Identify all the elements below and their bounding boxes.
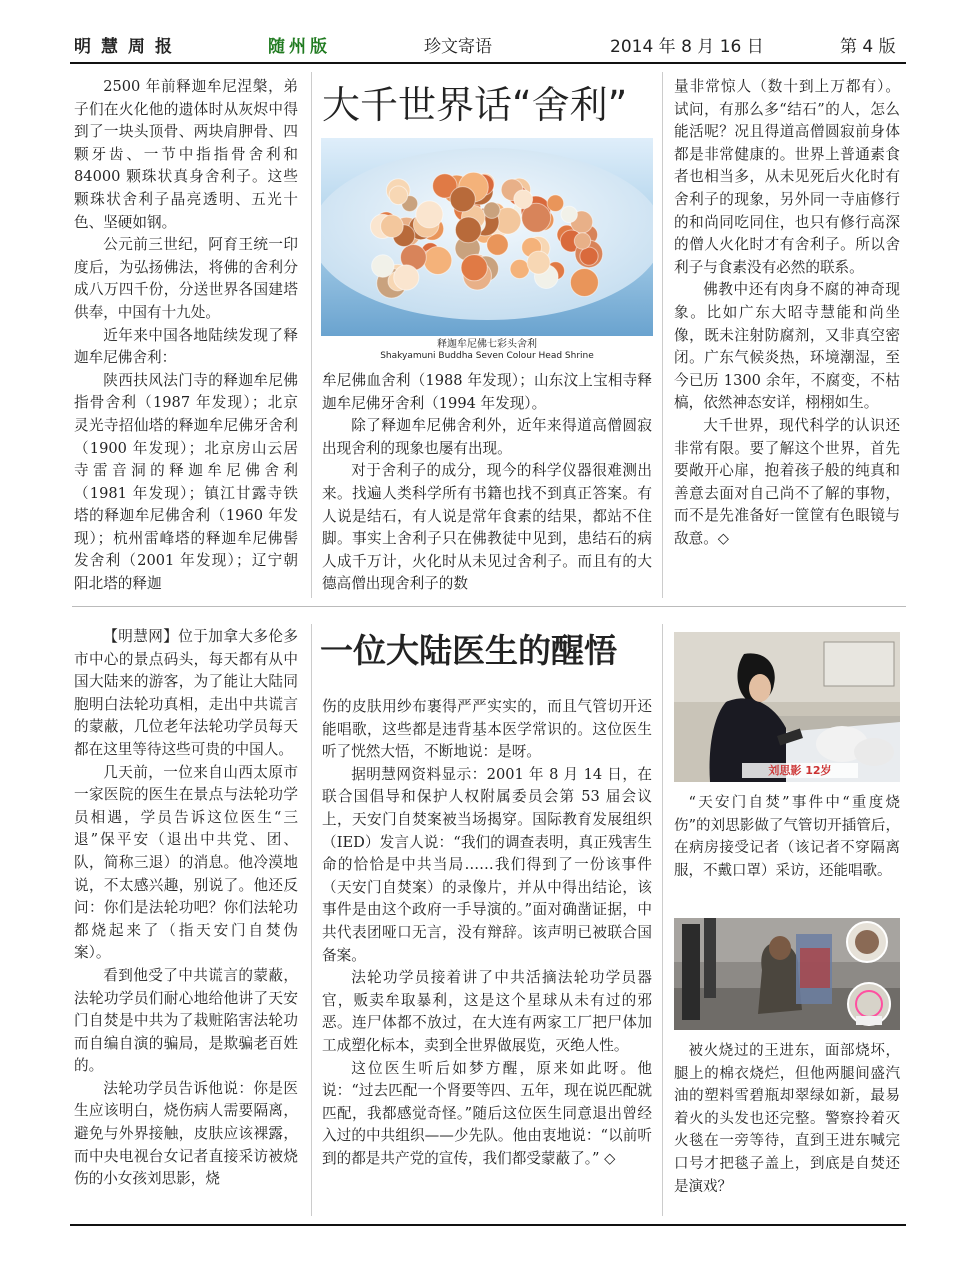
hospital-photo-caption (674, 792, 900, 882)
paragraph: 佛教中还有肉身不腐的神奇现象。比如广东大昭寺慧能和尚坐像，既未注射防腐剂，又非真空密闭。广东气候炎热，环境潮湿，至今已历 1300 余年，不腐变，不枯槁，依然神态安详，栩栩如生。 (674, 281, 900, 412)
masthead (72, 34, 906, 60)
relic-bead (389, 186, 408, 205)
paragraph: 陕西扶风法门寺的释迦牟尼佛指骨舍利（1987 年发现）；北京灵光寺招仙塔的释迦牟尼佛牙舍利（1900 年发现）；北京房山云居寺雷音洞的释迦牟尼佛舍利（1981 年发现）；镇江甘露寺铁塔的释迦牟尼佛舍利（1960 年发现）；杭州雷峰塔的释迦牟尼佛髻发舍利（2001 年发现）；辽宁朝阳北塔的释迦 (74, 371, 298, 593)
relic-bead (381, 215, 404, 238)
tiananmen-scene-photo (674, 918, 900, 1030)
article2-title: 一位大陆医生的醒悟 (320, 631, 617, 670)
issue-date: 2014 年 8 月 16 日 (610, 37, 764, 57)
relic-bead (484, 202, 500, 218)
photo-caption-cn: 释迦牟尼佛七彩头舍利 (437, 339, 537, 350)
relic-beads-image (321, 138, 653, 336)
article2-column-1 (74, 626, 298, 1191)
relic-bead (547, 195, 564, 212)
edition-name: 随州版 (268, 37, 331, 57)
paragraph: 【明慧网】位于加拿大多伦多市中心的景点码头，每天都有从中国大陆来的游客，为了能让大陆同胞明白法轮功真相，走出中共谎言的蒙蔽，几位老年法轮功学员每天都在这里等待这些可贵的中国人。 (74, 628, 298, 758)
hospital-interview-photo (674, 632, 900, 782)
relic-beads-photo (321, 138, 653, 336)
victim-name-badge: 刘思影 12岁 (742, 763, 858, 778)
relic-bead (394, 265, 419, 290)
paragraph: 伤的皮肤用纱布裹得严严实实的，而且气管切开还能唱歌，这些都是违背基本医学常识的。这位医生听了恍然大悟，不断地说：是呀。 (322, 698, 652, 761)
paragraph: 大千世界，现代科学的认识还非常有限。要了解这个世界，首先要敞开心扉，抱着孩子般的纯真和善意去面对自己尚不了解的事物，而不是先准备好一筐筐有色眼镜与敌意。◇ (674, 416, 900, 547)
relic-bead (527, 251, 550, 274)
footer-rule (70, 1224, 906, 1226)
photo-caption-en: Shakyamuni Buddha Seven Colour Head Shrine (380, 351, 594, 361)
caption-text: 被火烧过的王进东，面部烧坏，腿上的棉衣烧烂，但他两腿间盛汽油的塑料雪碧瓶却翠绿如新，最易着火的头发也还完整。警察拎着灭火毯在一旁等待，直到王进东喊完口号才把毯子盖上，到底是自焚还是演戏？ (674, 1043, 900, 1195)
article1-title: 大千世界话“舍利” (322, 83, 628, 127)
relic-bead (461, 255, 487, 281)
section-name: 珍文寄语 (424, 37, 492, 57)
column-divider (662, 624, 663, 1216)
paper-name: 明慧周报 (74, 37, 182, 57)
paragraph: 几天前，一位来自山西太原市一家医院的医生在景点与法轮功学员相遇，学员告诉这位医生“三退”保平安（退出中共党、团、队，简称三退）的消息。他冷漠地说，不太感兴趣，别说了。他还反问：你们是法轮功吧？你们法轮功都烧起来了（指天安门自焚伪案）。 (74, 763, 298, 962)
paragraph: 量非常惊人（数十到上万都有）。试问，有那么多“结石”的人，怎么能活呢？况且得道高僧圆寂前身体都是非常健康的。世界上普通素食者也相当多，从未见死后火化时有舍利子的现象，另外同一寺庙修行的和尚同吃同住，也只有修行高深的僧人火化时才有舍利子。所以舍利子与食素没有必然的联系。 (674, 78, 900, 276)
paragraph: 除了释迦牟尼佛舍利外，近年来得道高僧圆寂出现舍利的现象也屡有出现。 (322, 417, 652, 457)
article2-column-2 (322, 696, 652, 1170)
paragraph: 法轮功学员告诉他说：你是医生应该明白，烧伤病人需要隔离，避免与外界接触，皮肤应该裸露，而中央电视台女记者直接采访被烧伤的小女孩刘思影，烧 (74, 1079, 298, 1188)
relic-bead (487, 234, 508, 255)
header-rule (70, 62, 906, 64)
column-divider (311, 72, 312, 598)
paragraph: 法轮功学员接着讲了中共活摘法轮功学员器官，贩卖牟取暴利，这是这个星球从未有过的邪恶。连尸体都不放过，在大连有两家工厂把尸体加工成塑化标本，卖到全世界做展览，灭绝人性。 (322, 969, 652, 1054)
relic-bead (510, 259, 529, 278)
relic-bead (455, 217, 481, 243)
paragraph: 据明慧网资料显示：2001 年 8 月 14 日，在联合国倡导和保护人权附属委员会第 53 届会议上，天安门自焚案被当场揭穿。国际教育发展组织（IED）发言人说：“我们的调查表明，真正残害生命的恰恰是中共当局……我们得到了一份该事件（天安门自焚案）的录像片，并从中得出结论，该事件是由这个政府一手导演的。”面对确凿证据，中共代表团哑口无言，没有辩辞。该声明已被联合国备案。 (322, 765, 652, 964)
relic-bead (416, 201, 443, 228)
caption-text: “天安门自焚”事件中“重度烧伤”的刘思影做了气管切开插管后，在病房接受记者（该记者不穿隔离服，不戴口罩）采访，还能唱歌。 (674, 795, 900, 879)
article-divider (72, 606, 906, 607)
paragraph: 近年来中国各地陆续发现了释迦牟尼佛舍利： (74, 326, 298, 367)
column-divider (662, 72, 663, 598)
tiananmen-scene-image (674, 918, 900, 1030)
article1-column-1 (74, 76, 298, 596)
article1-column-3 (674, 76, 900, 550)
paragraph: 对于舍利子的成分，现今的科学仪器很难测出来。找遍人类科学所有书籍也找不到真正答案。有人说是结石，有人说是常年食素的结果，都站不住脚。事实上舍利子只在佛教徒中见到，患结石的病人成千万计，火化时从未见过舍利子。而且有的大德高僧出现舍利子的数 (322, 462, 652, 593)
paragraph: 2500 年前释迦牟尼涅槃，弟子们在火化他的遗体时从灰烬中得到了一块头顶骨、两块肩胛骨、四颗牙齿、一节中指指骨舍利和 84000 颗珠状真身舍利子。这些颗珠状舍利子晶亮透明、五光十色、坚硬如钢。 (74, 78, 298, 231)
paragraph: 公元前三世纪，阿育王统一印度后，为弘扬佛法，将佛的舍利分成八万四千份，分送世界各国建塔供奉，中国有十九处。 (74, 236, 298, 321)
relic-bead (514, 190, 533, 209)
relic-bead (450, 187, 475, 212)
column-divider (311, 624, 312, 1216)
paragraph: 看到他受了中共谎言的蒙蔽，法轮功学员们耐心地给他讲了天安门自焚是中共为了栽赃陷害法轮功而自编自演的骗局，是欺骗老百姓的。 (74, 966, 298, 1075)
hospital-interview-image (674, 632, 900, 782)
relic-bead (574, 233, 590, 249)
relic-bead (372, 255, 394, 277)
paragraph: 牟尼佛血舍利（1988 年发现）；山东汶上宝相寺释迦牟尼佛牙舍利（1994 年发现）。 (322, 372, 652, 412)
relic-bead (561, 206, 577, 222)
scene-photo-caption (674, 1040, 900, 1198)
relic-bead (570, 269, 598, 297)
relic-bead (580, 247, 598, 265)
article1-column-2 (322, 370, 652, 596)
relic-bead (424, 247, 452, 275)
page-number: 第 4 版 (840, 37, 896, 57)
paragraph: 这位医生听后如梦方醒，原来如此呀。他说：“过去匹配一个肾要等四、五年，现在说匹配就匹配，我都感觉奇怪。”随后这位医生同意退出曾经入过的中共组织——少先队。他由衷地说：“以前听到的都是共产党的宣传，我们都受蒙蔽了。” ◇ (322, 1059, 652, 1167)
